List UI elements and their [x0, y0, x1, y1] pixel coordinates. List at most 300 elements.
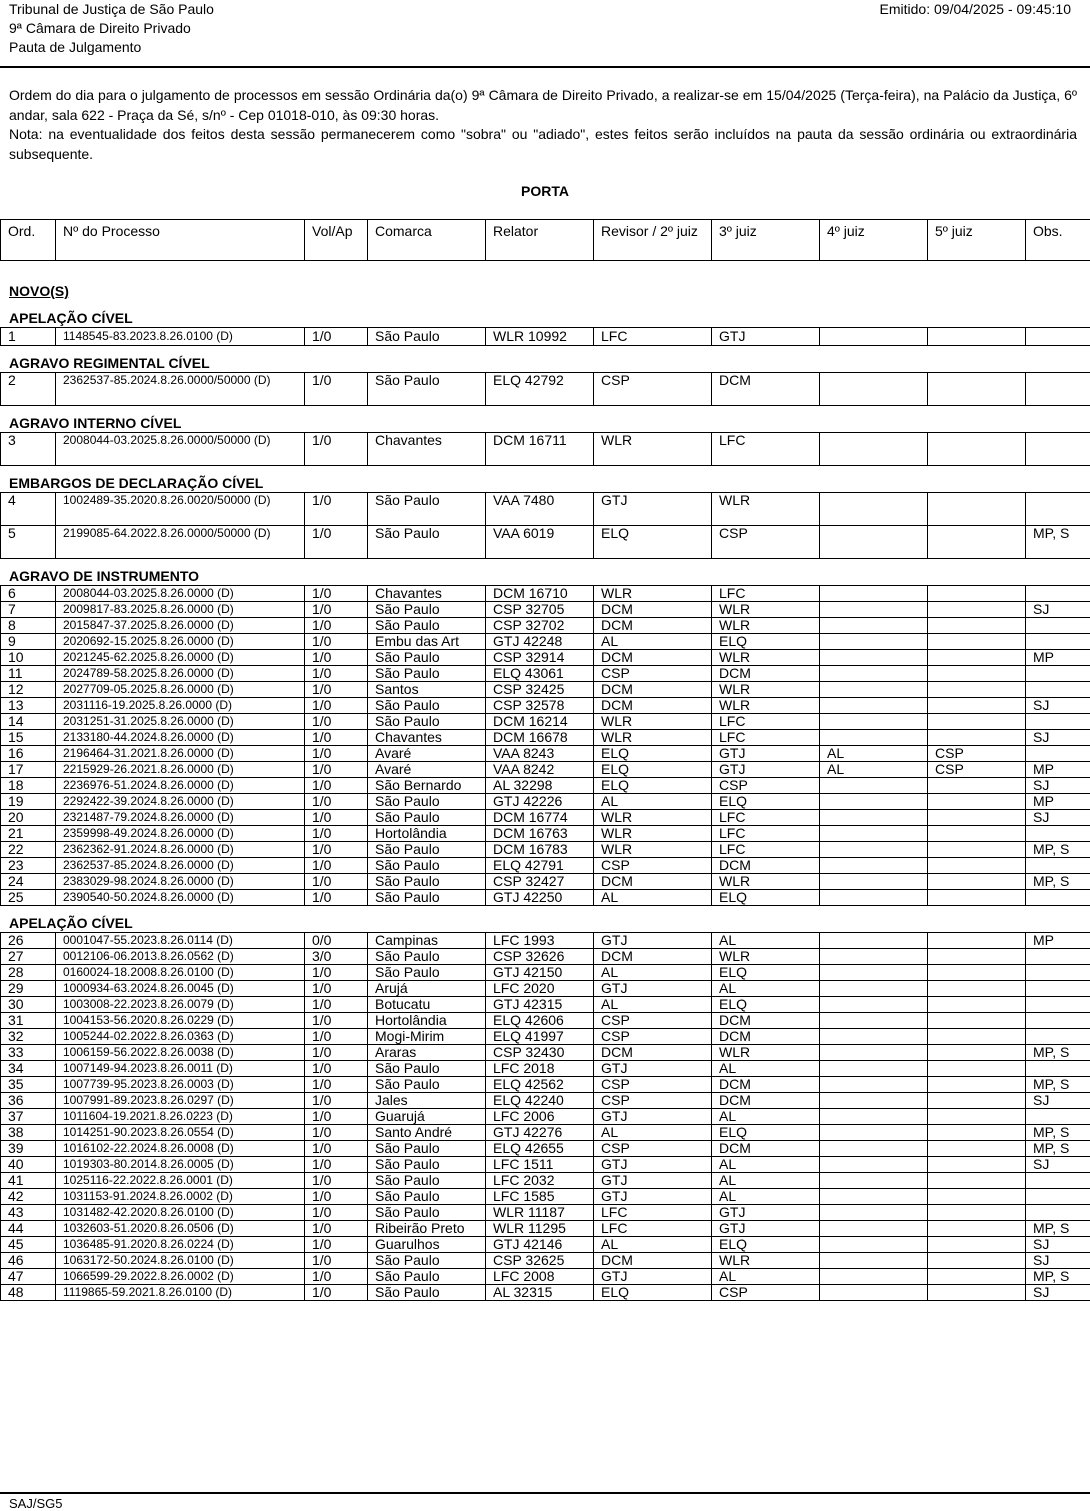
cell-juiz3: ELQ [712, 1125, 820, 1141]
cell-juiz5 [928, 1173, 1026, 1189]
cell-relator: DCM 16763 [486, 826, 594, 842]
cell-revisor: ELQ [594, 762, 712, 778]
cell-juiz4 [820, 1253, 928, 1269]
cell-juiz4 [820, 1221, 928, 1237]
cell-processo: 2133180-44.2024.8.26.0000 (D) [56, 730, 305, 746]
cell-juiz3: WLR [712, 602, 820, 618]
cell-juiz4 [820, 698, 928, 714]
cell-obs [1026, 981, 1090, 997]
cell-revisor: AL [594, 1125, 712, 1141]
cell-processo: 1031482-42.2020.8.26.0100 (D) [56, 1205, 305, 1221]
cell-volap: 1/0 [305, 1029, 368, 1045]
cell-juiz3: LFC [712, 810, 820, 826]
cell-obs: SJ [1026, 778, 1090, 794]
cell-obs: SJ [1026, 698, 1090, 714]
cell-juiz5 [928, 650, 1026, 666]
cell-comarca: São Paulo [368, 1173, 486, 1189]
cell-volap: 1/0 [305, 997, 368, 1013]
cell-juiz3: AL [712, 933, 820, 949]
cell-juiz4 [820, 1269, 928, 1285]
cell-juiz4 [820, 1109, 928, 1125]
cell-obs: MP [1026, 794, 1090, 810]
cell-juiz3: AL [712, 1189, 820, 1205]
cell-volap: 1/0 [305, 1109, 368, 1125]
cell-juiz4 [820, 666, 928, 682]
table-row [1, 1141, 1090, 1157]
cell-comarca: Botucatu [368, 997, 486, 1013]
cell-revisor: WLR [594, 714, 712, 730]
cell-obs [1026, 373, 1090, 406]
cell-volap: 1/0 [305, 373, 368, 406]
cell-ord: 9 [1, 634, 56, 650]
cell-relator: DCM 16774 [486, 810, 594, 826]
cell-comarca: Hortolândia [368, 826, 486, 842]
case-table [0, 372, 1090, 406]
cell-juiz3: ELQ [712, 1237, 820, 1253]
column-header-juiz4: 4º juiz [820, 220, 928, 261]
column-header-volap: Vol/Ap [305, 220, 368, 261]
cell-revisor: LFC [594, 1205, 712, 1221]
cell-processo: 2199085-64.2022.8.26.0000/50000 (D) [56, 526, 305, 559]
table-row [1, 618, 1090, 634]
cell-comarca: São Paulo [368, 1253, 486, 1269]
cell-juiz4 [820, 794, 928, 810]
cell-obs: MP, S [1026, 1269, 1090, 1285]
cell-juiz4: AL [820, 762, 928, 778]
cell-relator: CSP 32578 [486, 698, 594, 714]
cell-comarca: Jales [368, 1093, 486, 1109]
cell-processo: 2362537-85.2024.8.26.0000 (D) [56, 858, 305, 874]
cell-juiz4 [820, 826, 928, 842]
cell-volap: 1/0 [305, 1013, 368, 1029]
table-row [1, 1285, 1090, 1301]
cell-obs [1026, 1061, 1090, 1077]
cell-relator: LFC 1511 [486, 1157, 594, 1173]
cell-juiz5 [928, 842, 1026, 858]
cell-volap: 1/0 [305, 634, 368, 650]
order-of-day-text: Ordem do dia para o julgamento de processos em sessão Ordinária da(o) 9ª Câmara de Direito Privado, a realizar-se em 15/04/2025 (Terça-feira), na Palácio da Justiça, 6º andar, sala 622 - Praça da Sé, s/nº - Cep 01018-010, às 09:30 horas. [9, 87, 1077, 123]
cell-ord: 5 [1, 526, 56, 559]
cell-juiz5 [928, 730, 1026, 746]
cell-relator: LFC 1993 [486, 933, 594, 949]
cell-juiz5 [928, 794, 1026, 810]
document-type: Pauta de Julgamento [9, 39, 142, 55]
cell-ord: 7 [1, 602, 56, 618]
cell-juiz5 [928, 874, 1026, 890]
cell-juiz3: WLR [712, 618, 820, 634]
cell-revisor: WLR [594, 586, 712, 602]
cell-juiz3: DCM [712, 1077, 820, 1093]
cell-ord: 42 [1, 1189, 56, 1205]
cell-revisor: CSP [594, 1093, 712, 1109]
table-row [1, 1093, 1090, 1109]
table-row [1, 794, 1090, 810]
cell-ord: 18 [1, 778, 56, 794]
cell-volap: 3/0 [305, 949, 368, 965]
cell-juiz4 [820, 1013, 928, 1029]
cell-obs [1026, 890, 1090, 906]
cell-volap: 1/0 [305, 602, 368, 618]
cell-ord: 48 [1, 1285, 56, 1301]
cell-comarca: Chavantes [368, 586, 486, 602]
cell-juiz4 [820, 933, 928, 949]
cell-juiz5 [928, 1285, 1026, 1301]
cell-volap: 1/0 [305, 1093, 368, 1109]
case-table [0, 492, 1090, 559]
cell-processo: 2024789-58.2025.8.26.0000 (D) [56, 666, 305, 682]
cell-relator: CSP 32425 [486, 682, 594, 698]
cell-obs [1026, 666, 1090, 682]
cell-ord: 40 [1, 1157, 56, 1173]
cell-relator: CSP 32914 [486, 650, 594, 666]
cell-juiz4 [820, 602, 928, 618]
cell-processo: 1011604-19.2021.8.26.0223 (D) [56, 1109, 305, 1125]
cell-juiz3: GTJ [712, 1205, 820, 1221]
cell-relator: DCM 16710 [486, 586, 594, 602]
cell-comarca: Avaré [368, 746, 486, 762]
cell-revisor: GTJ [594, 1173, 712, 1189]
cell-relator: CSP 32430 [486, 1045, 594, 1061]
cell-volap: 1/0 [305, 1125, 368, 1141]
cell-revisor: DCM [594, 1045, 712, 1061]
cell-revisor: GTJ [594, 1061, 712, 1077]
cell-juiz5 [928, 373, 1026, 406]
cell-revisor: LFC [594, 328, 712, 346]
cell-relator: CSP 32702 [486, 618, 594, 634]
cell-ord: 34 [1, 1061, 56, 1077]
cell-juiz3: AL [712, 981, 820, 997]
cell-juiz5 [928, 981, 1026, 997]
cell-comarca: São Paulo [368, 874, 486, 890]
table-row [1, 1157, 1090, 1173]
cell-revisor: ELQ [594, 746, 712, 762]
cell-relator: ELQ 42655 [486, 1141, 594, 1157]
cell-obs [1026, 634, 1090, 650]
cell-revisor: WLR [594, 842, 712, 858]
cell-juiz4 [820, 1189, 928, 1205]
cell-revisor: GTJ [594, 933, 712, 949]
cell-processo: 1004153-56.2020.8.26.0229 (D) [56, 1013, 305, 1029]
cell-juiz4 [820, 981, 928, 997]
cell-volap: 1/0 [305, 650, 368, 666]
table-row [1, 1205, 1090, 1221]
cell-comarca: São Paulo [368, 1077, 486, 1093]
cell-revisor: WLR [594, 826, 712, 842]
cell-processo: 1032603-51.2020.8.26.0506 (D) [56, 1221, 305, 1237]
cell-volap: 1/0 [305, 842, 368, 858]
cell-processo: 1119865-59.2021.8.26.0100 (D) [56, 1285, 305, 1301]
table-row [1, 698, 1090, 714]
cell-ord: 2 [1, 373, 56, 406]
cell-processo: 1002489-35.2020.8.26.0020/50000 (D) [56, 493, 305, 526]
cell-volap: 1/0 [305, 714, 368, 730]
cell-revisor: AL [594, 890, 712, 906]
cell-juiz3: DCM [712, 858, 820, 874]
group-title: AGRAVO REGIMENTAL CÍVEL [9, 355, 210, 371]
table-row [1, 666, 1090, 682]
cell-ord: 31 [1, 1013, 56, 1029]
cell-comarca: Araras [368, 1045, 486, 1061]
cell-processo: 0160024-18.2008.8.26.0100 (D) [56, 965, 305, 981]
cell-obs [1026, 586, 1090, 602]
cell-comarca: Embu das Art [368, 634, 486, 650]
cell-juiz3: WLR [712, 650, 820, 666]
cell-ord: 24 [1, 874, 56, 890]
cell-obs: MP, S [1026, 1221, 1090, 1237]
cell-comarca: São Paulo [368, 949, 486, 965]
cell-comarca: Santos [368, 682, 486, 698]
cell-comarca: São Paulo [368, 1061, 486, 1077]
cell-volap: 1/0 [305, 730, 368, 746]
cell-comarca: Guarujá [368, 1109, 486, 1125]
cell-volap: 1/0 [305, 682, 368, 698]
cell-processo: 2215929-26.2021.8.26.0000 (D) [56, 762, 305, 778]
table-row [1, 1109, 1090, 1125]
cell-juiz4 [820, 682, 928, 698]
cell-juiz4 [820, 890, 928, 906]
cell-ord: 1 [1, 328, 56, 346]
cell-volap: 1/0 [305, 493, 368, 526]
cell-revisor: DCM [594, 650, 712, 666]
cell-ord: 16 [1, 746, 56, 762]
cell-volap: 1/0 [305, 1141, 368, 1157]
table-row [1, 1189, 1090, 1205]
cell-juiz4: AL [820, 746, 928, 762]
column-header-table [0, 219, 1090, 261]
cell-relator: GTJ 42150 [486, 965, 594, 981]
cell-volap: 0/0 [305, 933, 368, 949]
cell-processo: 2390540-50.2024.8.26.0000 (D) [56, 890, 305, 906]
cell-comarca: São Paulo [368, 714, 486, 730]
cell-ord: 28 [1, 965, 56, 981]
cell-juiz5 [928, 526, 1026, 559]
cell-revisor: GTJ [594, 1189, 712, 1205]
cell-obs [1026, 949, 1090, 965]
cell-comarca: Hortolândia [368, 1013, 486, 1029]
cell-obs: MP [1026, 650, 1090, 666]
cell-volap: 1/0 [305, 618, 368, 634]
cell-processo: 1063172-50.2024.8.26.0100 (D) [56, 1253, 305, 1269]
cell-comarca: São Paulo [368, 650, 486, 666]
cell-juiz5 [928, 493, 1026, 526]
cell-relator: GTJ 42146 [486, 1237, 594, 1253]
cell-ord: 10 [1, 650, 56, 666]
cell-juiz4 [820, 1029, 928, 1045]
cell-juiz3: WLR [712, 1045, 820, 1061]
cell-juiz5 [928, 714, 1026, 730]
cell-juiz4 [820, 858, 928, 874]
cell-juiz5 [928, 698, 1026, 714]
cell-comarca: São Paulo [368, 1189, 486, 1205]
cell-juiz5 [928, 1141, 1026, 1157]
cell-volap: 1/0 [305, 874, 368, 890]
cell-volap: 1/0 [305, 586, 368, 602]
cell-juiz5 [928, 682, 1026, 698]
case-table [0, 585, 1090, 906]
cell-relator: CSP 32705 [486, 602, 594, 618]
table-row [1, 682, 1090, 698]
cell-comarca: São Paulo [368, 842, 486, 858]
cell-relator: ELQ 42562 [486, 1077, 594, 1093]
cell-obs [1026, 746, 1090, 762]
cell-obs: SJ [1026, 1093, 1090, 1109]
cell-volap: 1/0 [305, 778, 368, 794]
cell-relator: LFC 2006 [486, 1109, 594, 1125]
cell-volap: 1/0 [305, 1077, 368, 1093]
cell-volap: 1/0 [305, 1205, 368, 1221]
cell-juiz3: LFC [712, 842, 820, 858]
cell-juiz3: GTJ [712, 328, 820, 346]
cell-revisor: DCM [594, 698, 712, 714]
cell-obs [1026, 858, 1090, 874]
cell-juiz4 [820, 778, 928, 794]
table-row [1, 1125, 1090, 1141]
cell-juiz3: WLR [712, 874, 820, 890]
table-row [1, 874, 1090, 890]
case-table [0, 327, 1090, 346]
table-row [1, 1253, 1090, 1269]
table-row [1, 1077, 1090, 1093]
cell-obs: SJ [1026, 1157, 1090, 1173]
cell-relator: ELQ 42240 [486, 1093, 594, 1109]
cell-juiz5 [928, 634, 1026, 650]
cell-ord: 21 [1, 826, 56, 842]
cell-volap: 1/0 [305, 1237, 368, 1253]
column-header-obs: Obs. [1026, 220, 1090, 261]
cell-obs [1026, 826, 1090, 842]
cell-revisor: GTJ [594, 1157, 712, 1173]
cell-obs [1026, 433, 1090, 466]
group-title: AGRAVO INTERNO CÍVEL [9, 415, 182, 431]
cell-obs: MP, S [1026, 1141, 1090, 1157]
cell-juiz5 [928, 1189, 1026, 1205]
cell-revisor: GTJ [594, 493, 712, 526]
cell-obs: MP [1026, 762, 1090, 778]
cell-obs: SJ [1026, 1285, 1090, 1301]
table-row [1, 810, 1090, 826]
cell-ord: 3 [1, 433, 56, 466]
cell-processo: 2321487-79.2024.8.26.0000 (D) [56, 810, 305, 826]
cell-relator: LFC 2020 [486, 981, 594, 997]
cell-processo: 1036485-91.2020.8.26.0224 (D) [56, 1237, 305, 1253]
cell-obs [1026, 1173, 1090, 1189]
cell-juiz5 [928, 433, 1026, 466]
group-title: EMBARGOS DE DECLARAÇÃO CÍVEL [9, 475, 264, 491]
cell-comarca: São Paulo [368, 618, 486, 634]
cell-juiz5 [928, 858, 1026, 874]
cell-juiz5 [928, 1029, 1026, 1045]
cell-revisor: CSP [594, 373, 712, 406]
cell-volap: 1/0 [305, 433, 368, 466]
cell-relator: CSP 32427 [486, 874, 594, 890]
column-header-processo: Nº do Processo [56, 220, 305, 261]
cell-obs: SJ [1026, 1237, 1090, 1253]
cell-processo: 1006159-56.2022.8.26.0038 (D) [56, 1045, 305, 1061]
cell-juiz4 [820, 1205, 928, 1221]
cell-revisor: AL [594, 634, 712, 650]
cell-juiz4 [820, 634, 928, 650]
cell-juiz3: WLR [712, 949, 820, 965]
table-row [1, 634, 1090, 650]
cell-processo: 2021245-62.2025.8.26.0000 (D) [56, 650, 305, 666]
table-row [1, 1173, 1090, 1189]
cell-revisor: WLR [594, 730, 712, 746]
cell-relator: ELQ 43061 [486, 666, 594, 682]
cell-relator: LFC 2032 [486, 1173, 594, 1189]
cell-juiz3: LFC [712, 586, 820, 602]
cell-relator: WLR 11295 [486, 1221, 594, 1237]
cell-revisor: CSP [594, 1077, 712, 1093]
cell-juiz5 [928, 826, 1026, 842]
cell-juiz4 [820, 1141, 928, 1157]
case-table [0, 432, 1090, 466]
group-title: APELAÇÃO CÍVEL [9, 310, 133, 326]
cell-relator: ELQ 42791 [486, 858, 594, 874]
cell-processo: 1007739-95.2023.8.26.0003 (D) [56, 1077, 305, 1093]
cell-juiz3: DCM [712, 373, 820, 406]
cell-obs [1026, 1029, 1090, 1045]
cell-juiz4 [820, 1285, 928, 1301]
table-row [1, 526, 1090, 559]
cell-juiz3: DCM [712, 666, 820, 682]
cell-relator: ELQ 42792 [486, 373, 594, 406]
cell-obs [1026, 618, 1090, 634]
cell-ord: 30 [1, 997, 56, 1013]
cell-juiz3: GTJ [712, 1221, 820, 1237]
cell-volap: 1/0 [305, 1269, 368, 1285]
cell-juiz3: WLR [712, 698, 820, 714]
cell-relator: VAA 7480 [486, 493, 594, 526]
table-row [1, 1269, 1090, 1285]
table-row [1, 1045, 1090, 1061]
cell-ord: 45 [1, 1237, 56, 1253]
table-row [1, 373, 1090, 406]
cell-processo: 1066599-29.2022.8.26.0002 (D) [56, 1269, 305, 1285]
cell-relator: WLR 11187 [486, 1205, 594, 1221]
cell-juiz3: LFC [712, 714, 820, 730]
cell-juiz4 [820, 1093, 928, 1109]
cell-juiz5 [928, 1077, 1026, 1093]
cell-ord: 22 [1, 842, 56, 858]
cell-revisor: DCM [594, 1253, 712, 1269]
cell-revisor: DCM [594, 682, 712, 698]
cell-ord: 23 [1, 858, 56, 874]
cell-processo: 2383029-98.2024.8.26.0000 (D) [56, 874, 305, 890]
cell-juiz3: CSP [712, 1285, 820, 1301]
cell-juiz4 [820, 1173, 928, 1189]
cell-obs [1026, 965, 1090, 981]
cell-relator: GTJ 42276 [486, 1125, 594, 1141]
cell-comarca: São Paulo [368, 526, 486, 559]
cell-juiz4 [820, 433, 928, 466]
cell-ord: 39 [1, 1141, 56, 1157]
footer-divider [0, 1492, 1090, 1494]
cell-juiz3: AL [712, 1173, 820, 1189]
porta-title: PORTA [521, 183, 569, 199]
cell-volap: 1/0 [305, 794, 368, 810]
cell-volap: 1/0 [305, 1173, 368, 1189]
cell-juiz3: AL [712, 1109, 820, 1125]
cell-volap: 1/0 [305, 1285, 368, 1301]
cell-revisor: DCM [594, 949, 712, 965]
cell-ord: 38 [1, 1125, 56, 1141]
cell-revisor: GTJ [594, 1109, 712, 1125]
cell-comarca: São Paulo [368, 602, 486, 618]
court-name: Tribunal de Justiça de São Paulo [9, 1, 214, 17]
cell-ord: 43 [1, 1205, 56, 1221]
cell-ord: 36 [1, 1093, 56, 1109]
cell-processo: 2009817-83.2025.8.26.0000 (D) [56, 602, 305, 618]
